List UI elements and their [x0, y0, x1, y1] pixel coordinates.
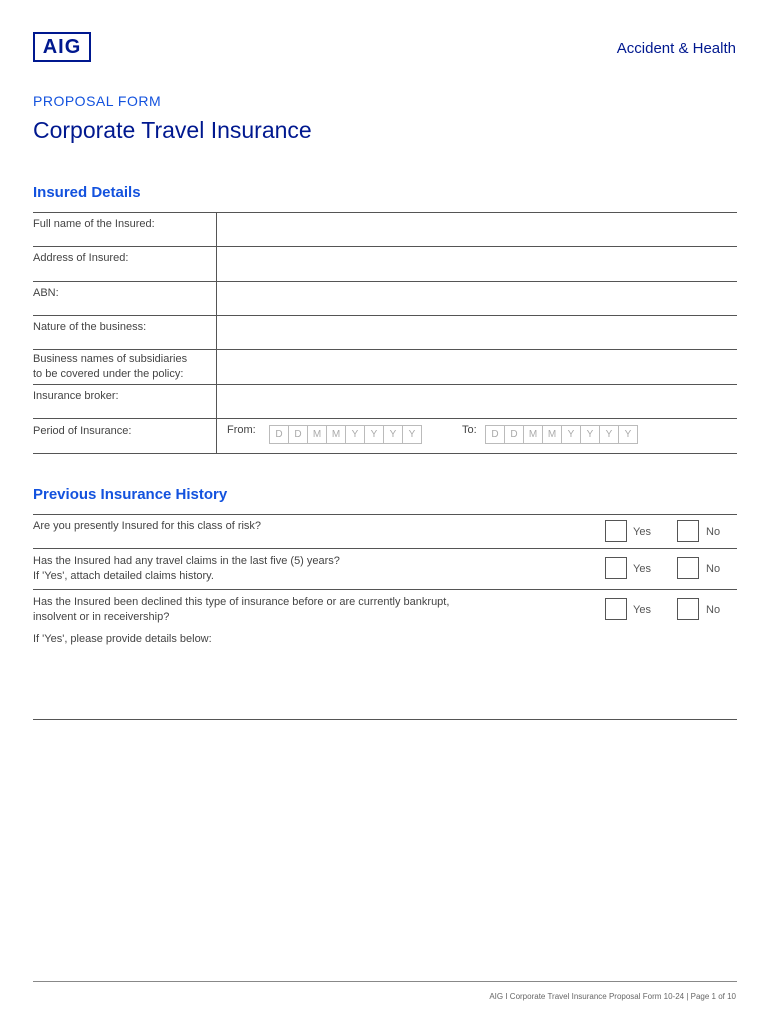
- divider: [33, 514, 737, 515]
- date-cell[interactable]: D: [269, 425, 289, 444]
- q2-no-checkbox[interactable]: [677, 557, 699, 579]
- abn-field[interactable]: [218, 283, 737, 315]
- date-cell[interactable]: Y: [364, 425, 384, 444]
- q2-no-label: No: [706, 563, 721, 575]
- question-travel-claims: [33, 554, 340, 584]
- details-prompt: If 'Yes', please provide details below:: [33, 633, 212, 645]
- full-name-field[interactable]: [218, 214, 737, 246]
- label-subsidiaries: [33, 352, 187, 382]
- q1-yes-checkbox[interactable]: [605, 520, 627, 542]
- insured-details-heading: Insured Details: [33, 184, 141, 201]
- date-cell[interactable]: M: [523, 425, 543, 444]
- division-label: Accident & Health: [616, 40, 736, 57]
- q2-yes-label: Yes: [633, 563, 651, 575]
- period-from-date[interactable]: [270, 425, 422, 444]
- divider: [33, 548, 737, 549]
- q3-no-label: No: [706, 604, 721, 616]
- aig-logo: AIG: [33, 32, 91, 62]
- period-to-date[interactable]: [486, 425, 638, 444]
- nature-of-business-field[interactable]: [218, 317, 737, 349]
- label-subsidiaries-line1: Business names of subsidiaries: [33, 353, 188, 365]
- q2-yes-checkbox[interactable]: [605, 557, 627, 579]
- q3-no-checkbox[interactable]: [677, 598, 699, 620]
- label-address: Address of Insured:: [33, 252, 129, 264]
- previous-history-heading: Previous Insurance History: [33, 486, 228, 503]
- date-cell[interactable]: Y: [580, 425, 600, 444]
- q1-no-label: No: [706, 526, 721, 538]
- question-travel-claims-line1: Has the Insured had any travel claims in the last five (5) years?: [33, 555, 340, 567]
- question-travel-claims-line2: If 'Yes', attach detailed claims history.: [33, 570, 214, 582]
- date-cell[interactable]: Y: [383, 425, 403, 444]
- divider: [33, 212, 737, 213]
- date-cell[interactable]: D: [504, 425, 524, 444]
- divider: [33, 589, 737, 590]
- label-period-of-insurance: Period of Insurance:: [33, 425, 132, 437]
- label-insurance-broker: Insurance broker:: [33, 390, 119, 402]
- subsidiaries-field[interactable]: [218, 351, 737, 383]
- label-subsidiaries-line2: to be covered under the policy:: [33, 368, 184, 380]
- question-declined-line1: Has the Insured been declined this type of insurance before or are currently bankrupt,: [33, 596, 450, 608]
- divider: [33, 315, 737, 316]
- divider: [33, 719, 737, 720]
- q3-yes-checkbox[interactable]: [605, 598, 627, 620]
- divider: [33, 453, 737, 454]
- date-cell[interactable]: Y: [345, 425, 365, 444]
- question-declined-line2: insolvent or in receivership?: [33, 611, 170, 623]
- q1-yes-label: Yes: [633, 526, 651, 538]
- q3-yes-label: Yes: [633, 604, 651, 616]
- period-from-label: From:: [227, 424, 256, 436]
- insurance-broker-field[interactable]: [218, 386, 737, 418]
- period-to-label: To:: [462, 424, 477, 436]
- label-nature-of-business: Nature of the business:: [33, 321, 147, 333]
- q1-no-checkbox[interactable]: [677, 520, 699, 542]
- footer-divider: [33, 981, 737, 982]
- page-title: Corporate Travel Insurance: [33, 117, 312, 143]
- divider: [33, 384, 737, 385]
- date-cell[interactable]: Y: [618, 425, 638, 444]
- date-cell[interactable]: M: [542, 425, 562, 444]
- divider: [33, 281, 737, 282]
- date-cell[interactable]: Y: [561, 425, 581, 444]
- divider: [33, 418, 737, 419]
- divider: [33, 246, 737, 247]
- date-cell[interactable]: M: [326, 425, 346, 444]
- details-textarea[interactable]: [33, 650, 737, 718]
- date-cell[interactable]: M: [307, 425, 327, 444]
- date-cell[interactable]: Y: [402, 425, 422, 444]
- footer-text: AIG I Corporate Travel Insurance Proposal Form 10-24 | Page 1 of 10: [489, 992, 736, 1001]
- address-field[interactable]: [218, 248, 737, 280]
- question-presently-insured: Are you presently Insured for this class of risk?: [33, 520, 262, 532]
- label-full-name: Full name of the Insured:: [33, 218, 155, 230]
- question-declined: [33, 595, 449, 625]
- label-abn: ABN:: [33, 287, 59, 299]
- date-cell[interactable]: D: [288, 425, 308, 444]
- date-cell[interactable]: D: [485, 425, 505, 444]
- form-kicker: PROPOSAL FORM: [33, 93, 162, 109]
- date-cell[interactable]: Y: [599, 425, 619, 444]
- divider: [33, 349, 737, 350]
